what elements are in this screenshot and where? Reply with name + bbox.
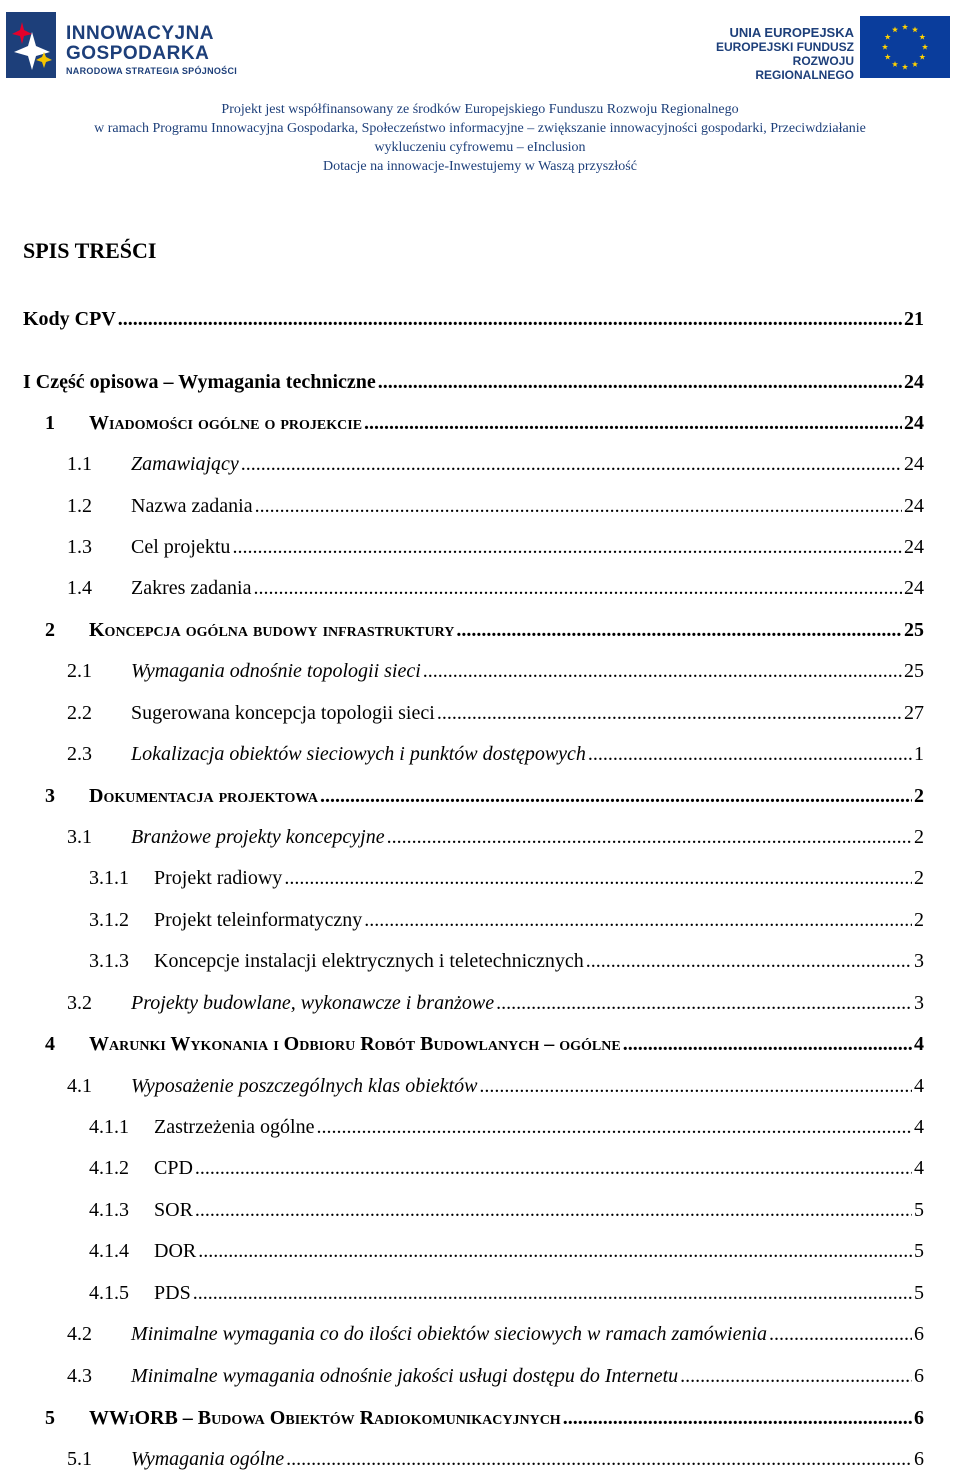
- toc-leader: [563, 1407, 912, 1430]
- toc-entry-label: Cel projektu: [131, 536, 231, 558]
- toc-leader: [364, 909, 912, 932]
- toc-entry[interactable]: [67, 1070, 924, 1098]
- toc-entry-number: 5: [45, 1407, 55, 1429]
- toc-entry-number: 1: [45, 412, 55, 434]
- toc-entry-page: 6: [914, 1365, 924, 1387]
- toc-entry-page: 27: [904, 702, 924, 724]
- toc-entry[interactable]: [89, 862, 924, 890]
- toc-entry-label: Lokalizacja obiektów sieciowych i punktów dostępowych: [131, 743, 586, 765]
- toc-entry-page: 24: [904, 495, 924, 517]
- toc-entry-page: 24: [904, 371, 924, 393]
- toc-entry-number: 4.1.3: [89, 1199, 129, 1221]
- toc-entry-number: 2.2: [67, 702, 92, 724]
- toc-entry-page: 3: [914, 992, 924, 1014]
- toc-entry-label: PDS: [154, 1282, 191, 1304]
- toc-entry-page: 6: [914, 1448, 924, 1470]
- toc-entry-label: Projekt radiowy: [154, 867, 283, 889]
- toc-entry-label: Kody CPV: [23, 308, 116, 330]
- toc-leader: [198, 1240, 912, 1263]
- toc-leader: [284, 867, 912, 890]
- toc-entry-page: 5: [914, 1199, 924, 1221]
- toc-leader: [496, 992, 912, 1015]
- toc-entry[interactable]: [45, 614, 924, 642]
- toc-entry-label: Wymagania odnośnie topologii sieci: [131, 660, 421, 682]
- toc-entry-number: 2.3: [67, 743, 92, 765]
- toc-leader: [423, 660, 902, 683]
- toc-entry-label: Wymagania ogólne: [131, 1448, 285, 1470]
- toc-entry-number: 4.1.5: [89, 1282, 129, 1304]
- toc-entry-number: 3.1.2: [89, 909, 129, 931]
- project-line: Projekt jest współfinansowany ze środków Europejskiego Funduszu Rozwoju Regionalnego: [221, 102, 739, 117]
- toc-entry-page: 24: [904, 577, 924, 599]
- toc-entry-page: 2: [914, 867, 924, 889]
- toc-entry-label: Warunki Wykonania i Odbioru Robót Budowlanych – ogólne: [89, 1033, 621, 1055]
- toc-entry-page: 2: [914, 785, 924, 807]
- toc-leader: [479, 1075, 912, 1098]
- toc-entry[interactable]: [89, 1277, 924, 1305]
- logo-right-line1: UNIA EUROPEJSKA: [729, 25, 854, 40]
- toc-entry-page: 25: [904, 619, 924, 641]
- toc-entry[interactable]: [67, 572, 924, 600]
- toc-entry[interactable]: [67, 738, 924, 766]
- toc-entry-page: 6: [914, 1323, 924, 1345]
- toc-entry-page: 5: [914, 1240, 924, 1262]
- logo-left-line1: INNOWACYJNA: [66, 23, 215, 44]
- toc-leader: [193, 1282, 912, 1305]
- toc-entry[interactable]: [67, 1318, 924, 1346]
- toc-entry-number: 4.2: [67, 1323, 92, 1345]
- toc-leader: [195, 1199, 912, 1222]
- logo-right-line3: ROZWOJU REGIONALNEGO: [755, 54, 854, 82]
- toc-entry-page: 24: [904, 453, 924, 475]
- toc-leader: [195, 1157, 912, 1180]
- toc-leader: [364, 412, 902, 435]
- toc-entry-label: SOR: [154, 1199, 193, 1221]
- toc-entry[interactable]: [23, 303, 924, 331]
- toc-entry-number: 5.1: [67, 1448, 92, 1470]
- toc-entry-label: Dokumentacja projektowa: [89, 785, 318, 807]
- eu-flag-icon: [860, 16, 950, 78]
- logo-left-line2: GOSPODARKA: [66, 43, 210, 64]
- toc-entry-page: 2: [914, 909, 924, 931]
- toc-entry-page: 4: [914, 1157, 924, 1179]
- toc-entry[interactable]: [67, 987, 924, 1015]
- toc-leader: [316, 1116, 912, 1139]
- toc-entry-label: Zamawiający: [131, 453, 239, 475]
- logo-right-line2: EUROPEJSKI FUNDUSZ: [715, 40, 854, 54]
- toc-leader: [286, 1448, 912, 1471]
- toc-entry[interactable]: [45, 407, 924, 435]
- toc-entry-page: 4: [914, 1116, 924, 1138]
- toc-entry-number: 3.1.3: [89, 950, 129, 972]
- toc-entry-label: Sugerowana koncepcja topologii sieci: [131, 702, 435, 724]
- toc-entry-label: Koncepcja ogólna budowy infrastruktury: [89, 619, 455, 641]
- toc-entry-label: Zastrzeżenia ogólne: [154, 1116, 315, 1138]
- toc-entry-number: 1.1: [67, 453, 92, 475]
- toc-entry-label: Minimalne wymagania odnośnie jakości usługi dostępu do Internetu: [131, 1365, 679, 1387]
- toc-entry[interactable]: [67, 531, 924, 559]
- toc-entry-label: Wyposażenie poszczególnych klas obiektów: [131, 1075, 478, 1097]
- toc-entry[interactable]: [45, 1028, 924, 1056]
- toc-entry-label: I Część opisowa – Wymagania techniczne: [23, 371, 376, 393]
- toc-entry-label: DOR: [154, 1240, 197, 1262]
- toc-entry-label: Minimalne wymagania co do ilości obiektów sieciowych w ramach zamówienia: [131, 1323, 768, 1345]
- toc-leader: [387, 826, 912, 849]
- toc-entry-page: 3: [914, 950, 924, 972]
- project-funding-note: [0, 100, 960, 176]
- toc-entry-page: 4: [914, 1033, 924, 1055]
- toc-leader: [769, 1323, 912, 1346]
- toc-entry-page: 6: [914, 1407, 924, 1429]
- toc-entry-page: 4: [914, 1075, 924, 1097]
- toc-leader: [118, 308, 902, 331]
- toc-entry[interactable]: [67, 1443, 924, 1471]
- toc-entry[interactable]: [67, 490, 924, 518]
- toc-entry[interactable]: [67, 821, 924, 849]
- innowacyjna-gospodarka-emblem-icon: [6, 12, 56, 78]
- toc-entry[interactable]: [67, 1360, 924, 1388]
- toc-entry-label: Projekt teleinformatyczny: [154, 909, 363, 931]
- toc-entry[interactable]: [67, 448, 924, 476]
- toc-entry[interactable]: [23, 366, 924, 394]
- toc-entry-number: 4.1.1: [89, 1116, 129, 1138]
- toc-entry-label: Branżowe projekty koncepcyjne: [131, 826, 385, 848]
- toc-entry-label: WWiORB – Budowa Obiektów Radiokomunikacyjnych: [89, 1407, 561, 1429]
- toc-entry-label: CPD: [154, 1157, 193, 1179]
- toc-leader: [232, 536, 902, 559]
- toc-entry-page: 21: [904, 308, 924, 330]
- innowacyjna-gospodarka-logo: [4, 10, 244, 80]
- toc-entry-number: 3.1.1: [89, 867, 129, 889]
- toc-entry-number: 4.3: [67, 1365, 92, 1387]
- toc-entry[interactable]: [89, 945, 924, 973]
- toc-leader: [456, 619, 902, 642]
- toc-entry-number: 2: [45, 619, 55, 641]
- toc-leader: [320, 785, 912, 808]
- toc-leader: [623, 1033, 912, 1056]
- toc-entry[interactable]: [89, 1235, 924, 1263]
- toc-leader: [378, 371, 902, 394]
- toc-entry-page: 24: [904, 536, 924, 558]
- toc-leader: [253, 577, 902, 600]
- toc-entry-page: 24: [904, 412, 924, 434]
- toc-entry[interactable]: [45, 1402, 924, 1430]
- toc-entry-label: Projekty budowlane, wykonawcze i branżowe: [131, 992, 495, 1014]
- toc-entry-number: 2.1: [67, 660, 92, 682]
- project-line: Dotacje na innowacje-Inwestujemy w Waszą przyszłość: [323, 159, 637, 174]
- toc-entry-label: Zakres zadania: [131, 577, 252, 599]
- toc-entry-number: 4: [45, 1033, 55, 1055]
- toc-leader: [680, 1365, 912, 1388]
- toc-entry[interactable]: [89, 1152, 924, 1180]
- toc-entry-number: 4.1.2: [89, 1157, 129, 1179]
- toc-entry-page: 25: [904, 660, 924, 682]
- toc-entry[interactable]: [89, 904, 924, 932]
- toc-entry-page: 2: [914, 826, 924, 848]
- toc-leader: [255, 495, 902, 518]
- eu-fund-logo: [694, 14, 954, 82]
- toc-leader: [586, 950, 912, 973]
- toc-entry[interactable]: [89, 1194, 924, 1222]
- toc-entry-number: 1.2: [67, 495, 92, 517]
- toc-entry-label: Nazwa zadania: [131, 495, 253, 517]
- toc-leader: [241, 453, 902, 476]
- toc-entry-number: 3.1: [67, 826, 92, 848]
- toc-entry-number: 4.1.4: [89, 1240, 129, 1262]
- toc-entry[interactable]: [67, 655, 924, 683]
- eu-fund-text: [694, 26, 854, 82]
- toc-entry-number: 4.1: [67, 1075, 92, 1097]
- project-line: w ramach Programu Innowacyjna Gospodarka, Społeczeństwo informacyjne – zwiększanie innowacyjności gospodarki, Przeciwdziałanie: [94, 121, 866, 136]
- toc-entry-number: 1.4: [67, 577, 92, 599]
- toc-entry[interactable]: [45, 780, 924, 808]
- toc-entry-label: Wiadomości ogólne o projekcie: [89, 412, 363, 434]
- toc-entry-label: Koncepcje instalacji elektrycznych i teletechnicznych: [154, 950, 584, 972]
- toc-leader: [437, 702, 902, 725]
- toc-title: SPIS TREŚCI: [23, 238, 157, 263]
- project-line: wykluczeniu cyfrowemu – eInclusion: [374, 140, 586, 155]
- toc-entry-number: 3.2: [67, 992, 92, 1014]
- toc-entry-number: 1.3: [67, 536, 92, 558]
- toc-entry-page: 5: [914, 1282, 924, 1304]
- toc-entry-number: 3: [45, 785, 55, 807]
- logo-left-line3: NARODOWA STRATEGIA SPÓJNOŚCI: [66, 66, 238, 76]
- toc-entry-page: 1: [914, 743, 924, 765]
- toc-leader: [588, 743, 912, 766]
- toc-entry[interactable]: [89, 1111, 924, 1139]
- toc-entry[interactable]: [67, 697, 924, 725]
